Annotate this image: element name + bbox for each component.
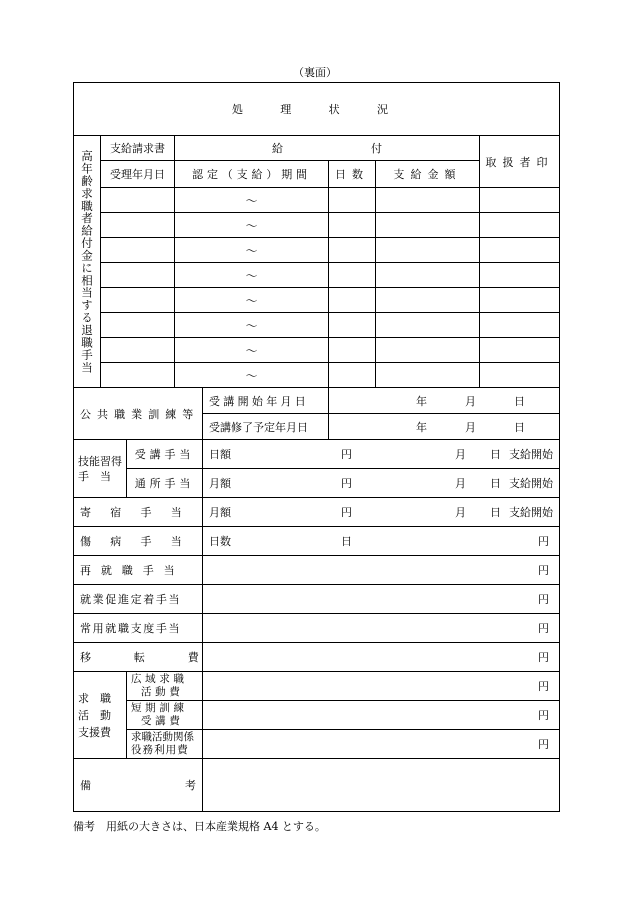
- claim-header-line2: 受理年月日: [101, 161, 175, 188]
- claim-date-cell[interactable]: [101, 313, 175, 338]
- days-cell[interactable]: [329, 263, 376, 288]
- days-cell[interactable]: [329, 188, 376, 213]
- relocation-value[interactable]: 円: [203, 643, 560, 672]
- benefit-side-label: 高年齢求職者給付金に相当する退職手当: [74, 136, 101, 388]
- days-cell[interactable]: [329, 288, 376, 313]
- days-cell[interactable]: [329, 238, 376, 263]
- reemployment-value[interactable]: 円: [203, 556, 560, 585]
- reemployment-label: 再就職手当: [74, 556, 203, 585]
- claim-date-cell[interactable]: [101, 188, 175, 213]
- job-search-value[interactable]: 円: [203, 672, 560, 701]
- period-cell[interactable]: ～: [175, 213, 329, 238]
- regular-employment-value[interactable]: 円: [203, 614, 560, 643]
- page-caption: （裏面）: [293, 66, 337, 79]
- training-end-date[interactable]: [329, 414, 560, 440]
- handler-cell[interactable]: [480, 188, 560, 213]
- claim-date-cell[interactable]: [101, 288, 175, 313]
- month-unit: 月: [465, 420, 477, 434]
- period-cell[interactable]: ～: [175, 288, 329, 313]
- period-cell[interactable]: ～: [175, 313, 329, 338]
- handler-header: 取扱者印: [480, 136, 560, 188]
- relocation-label: 移転費: [74, 643, 203, 672]
- day-unit: 日: [514, 420, 526, 434]
- amount-cell[interactable]: [376, 288, 480, 313]
- skill-sub-label: 通所手当: [127, 469, 203, 498]
- skill-label: 技能習得 手 当: [74, 440, 127, 498]
- claim-date-cell[interactable]: [101, 238, 175, 263]
- amount-cell[interactable]: [376, 313, 480, 338]
- handler-cell[interactable]: [480, 238, 560, 263]
- amount-cell[interactable]: [376, 188, 480, 213]
- job-search-sub-label: 求職活動関係 役務利用費: [127, 730, 203, 759]
- month-unit: 月: [465, 394, 477, 408]
- benefit-header: 給 付: [175, 136, 480, 161]
- remarks-label: 備 考: [74, 759, 203, 812]
- job-search-value[interactable]: 円: [203, 730, 560, 759]
- footnote: 備考 用紙の大きさは、日本産業規格 A4 とする。: [73, 820, 326, 833]
- claim-date-cell[interactable]: [101, 213, 175, 238]
- period-cell[interactable]: ～: [175, 338, 329, 363]
- processing-status-table: [73, 82, 560, 812]
- skill-row-value[interactable]: 月額 円 月 日 支給開始: [203, 469, 560, 498]
- training-label: 公共職業訓練等: [74, 388, 203, 440]
- period-cell[interactable]: ～: [175, 188, 329, 213]
- handler-cell[interactable]: [480, 263, 560, 288]
- amount-cell[interactable]: [376, 338, 480, 363]
- table-title: 処 理 状 況: [74, 83, 560, 136]
- employment-promotion-label: 就業促進定着手当: [74, 585, 203, 614]
- injury-value[interactable]: 日数 日 円: [203, 527, 560, 556]
- job-search-sub-label: 広域求職 活動費: [127, 672, 203, 701]
- claim-date-cell[interactable]: [101, 338, 175, 363]
- amount-cell[interactable]: [376, 363, 480, 388]
- days-cell[interactable]: [329, 313, 376, 338]
- remarks-value[interactable]: [203, 759, 560, 812]
- skill-sub-label: 受講手当: [127, 440, 203, 469]
- training-start-date[interactable]: [329, 388, 560, 414]
- period-cell[interactable]: ～: [175, 238, 329, 263]
- handler-cell[interactable]: [480, 363, 560, 388]
- claim-date-cell[interactable]: [101, 363, 175, 388]
- period-header: 認定（支給）期間: [175, 161, 329, 188]
- period-cell[interactable]: ～: [175, 263, 329, 288]
- boarding-value[interactable]: 月額 円 月 日 支給開始: [203, 498, 560, 527]
- year-unit: 年: [416, 420, 428, 434]
- days-header: 日数: [329, 161, 376, 188]
- period-cell[interactable]: ～: [175, 363, 329, 388]
- amount-cell[interactable]: [376, 263, 480, 288]
- employment-promotion-value[interactable]: 円: [203, 585, 560, 614]
- amount-header: 支給金額: [376, 161, 480, 188]
- training-start-label: 受講開始年月日: [203, 388, 329, 414]
- handler-cell[interactable]: [480, 288, 560, 313]
- year-unit: 年: [416, 394, 428, 408]
- amount-cell[interactable]: [376, 238, 480, 263]
- regular-employment-label: 常用就職支度手当: [74, 614, 203, 643]
- days-cell[interactable]: [329, 213, 376, 238]
- job-search-label: 求 職 活 動 支援費: [74, 672, 127, 759]
- amount-cell[interactable]: [376, 213, 480, 238]
- handler-cell[interactable]: [480, 213, 560, 238]
- training-end-label: 受講修了予定年月日: [203, 414, 329, 440]
- boarding-label: 寄宿手当: [74, 498, 203, 527]
- handler-cell[interactable]: [480, 313, 560, 338]
- days-cell[interactable]: [329, 363, 376, 388]
- claim-header-line1: 支給請求書: [101, 136, 175, 161]
- job-search-sub-label: 短期訓練 受講費: [127, 701, 203, 730]
- handler-cell[interactable]: [480, 338, 560, 363]
- injury-label: 傷病手当: [74, 527, 203, 556]
- day-unit: 日: [514, 394, 526, 408]
- claim-date-cell[interactable]: [101, 263, 175, 288]
- skill-row-value[interactable]: 日額 円 月 日 支給開始: [203, 440, 560, 469]
- job-search-value[interactable]: 円: [203, 701, 560, 730]
- days-cell[interactable]: [329, 338, 376, 363]
